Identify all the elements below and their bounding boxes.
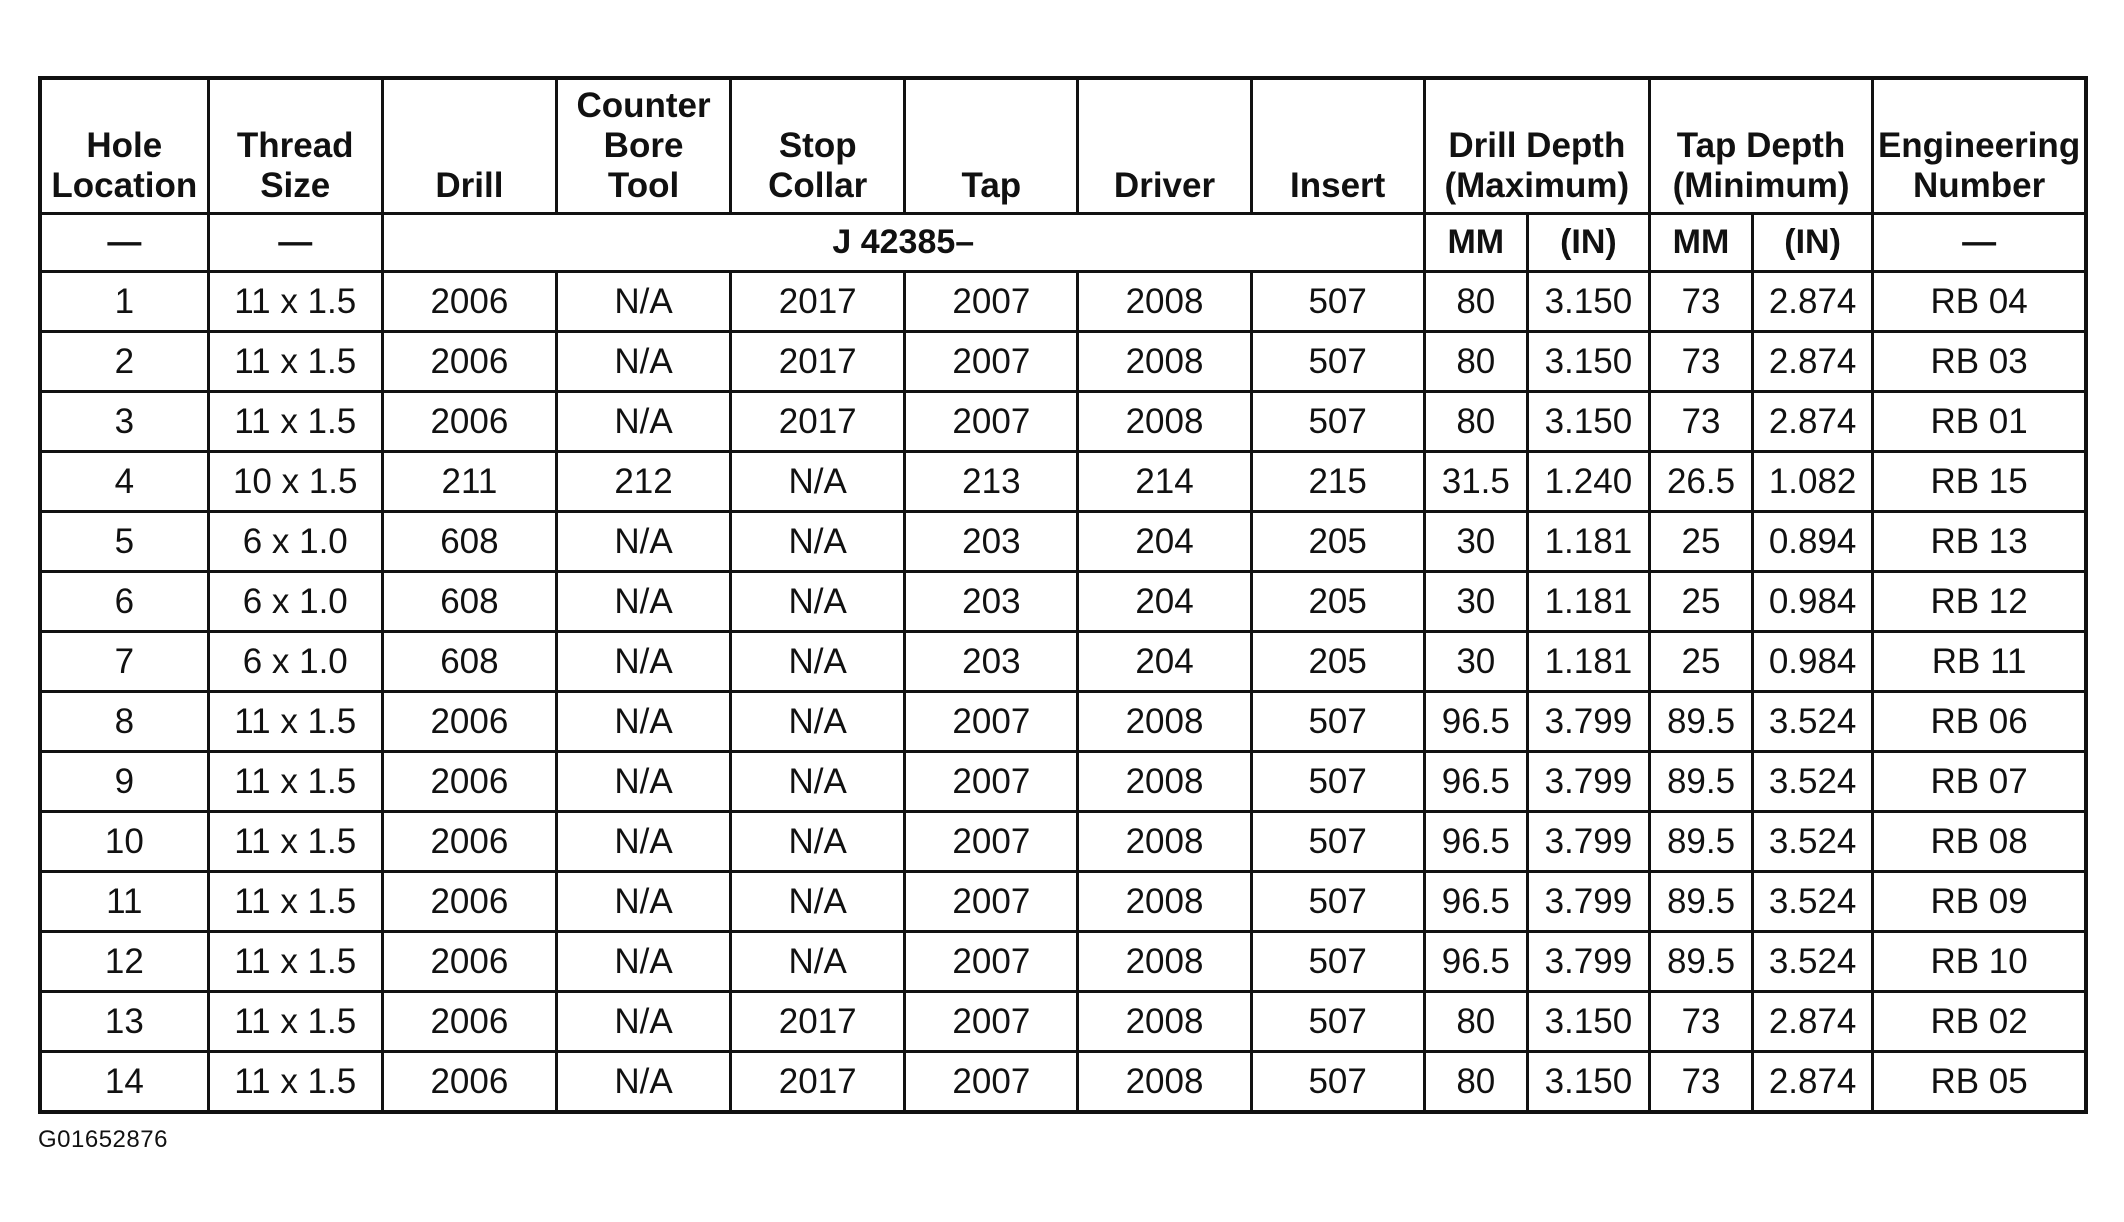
cell-tap-depth-in: 2.874 <box>1753 1052 1873 1113</box>
cell-stop-collar: 2017 <box>731 992 905 1052</box>
cell-driver: 2008 <box>1078 692 1251 752</box>
cell-driver: 2008 <box>1078 932 1251 992</box>
cell-drill: 2006 <box>382 752 556 812</box>
header-tap-depth: Tap Depth (Minimum) <box>1649 78 1872 214</box>
cell-tap-depth-mm: 73 <box>1649 332 1752 392</box>
table-row <box>40 272 2086 332</box>
cell-drill-depth-mm: 96.5 <box>1424 692 1527 752</box>
cell-drill: 608 <box>382 572 556 632</box>
cell-drill-depth-in: 3.799 <box>1527 932 1649 992</box>
subheader-thread-size: — <box>208 214 382 272</box>
cell-drill-depth-mm: 80 <box>1424 1052 1527 1113</box>
cell-counter-bore-tool: N/A <box>556 632 730 692</box>
cell-thread-size: 6 x 1.0 <box>208 632 382 692</box>
cell-engineering-number: RB 12 <box>1873 572 2086 632</box>
cell-hole-location: 12 <box>40 932 208 992</box>
table-row <box>40 932 2086 992</box>
cell-tap-depth-mm: 89.5 <box>1649 752 1752 812</box>
cell-stop-collar: N/A <box>731 872 905 932</box>
subheader-hole-location: — <box>40 214 208 272</box>
cell-drill: 2006 <box>382 872 556 932</box>
subheader-drill-in: (IN) <box>1527 214 1649 272</box>
cell-hole-location: 8 <box>40 692 208 752</box>
cell-insert: 507 <box>1251 332 1424 392</box>
cell-drill-depth-in: 3.799 <box>1527 752 1649 812</box>
cell-drill-depth-in: 3.150 <box>1527 332 1649 392</box>
cell-drill-depth-in: 3.799 <box>1527 692 1649 752</box>
cell-tap-depth-mm: 25 <box>1649 512 1752 572</box>
cell-hole-location: 1 <box>40 272 208 332</box>
cell-drill-depth-mm: 80 <box>1424 272 1527 332</box>
header-counter-bore-tool: Counter Bore Tool <box>556 78 730 214</box>
cell-tap-depth-in: 2.874 <box>1753 332 1873 392</box>
cell-insert: 215 <box>1251 452 1424 512</box>
cell-tap: 2007 <box>905 272 1078 332</box>
cell-engineering-number: RB 05 <box>1873 1052 2086 1113</box>
cell-tap-depth-in: 1.082 <box>1753 452 1873 512</box>
cell-driver: 2008 <box>1078 752 1251 812</box>
cell-hole-location: 4 <box>40 452 208 512</box>
cell-tap: 2007 <box>905 992 1078 1052</box>
cell-engineering-number: RB 01 <box>1873 392 2086 452</box>
cell-counter-bore-tool: N/A <box>556 812 730 872</box>
cell-tap-depth-mm: 73 <box>1649 392 1752 452</box>
cell-drill-depth-mm: 31.5 <box>1424 452 1527 512</box>
cell-drill-depth-in: 1.181 <box>1527 512 1649 572</box>
cell-tap-depth-in: 3.524 <box>1753 932 1873 992</box>
cell-hole-location: 10 <box>40 812 208 872</box>
cell-tap-depth-mm: 89.5 <box>1649 812 1752 872</box>
cell-driver: 2008 <box>1078 392 1251 452</box>
cell-tap-depth-mm: 89.5 <box>1649 872 1752 932</box>
cell-stop-collar: N/A <box>731 812 905 872</box>
cell-drill-depth-in: 3.150 <box>1527 392 1649 452</box>
cell-driver: 214 <box>1078 452 1251 512</box>
table-row <box>40 632 2086 692</box>
cell-tap-depth-in: 3.524 <box>1753 752 1873 812</box>
cell-drill-depth-mm: 80 <box>1424 992 1527 1052</box>
cell-hole-location: 6 <box>40 572 208 632</box>
cell-stop-collar: N/A <box>731 452 905 512</box>
cell-drill: 2006 <box>382 1052 556 1113</box>
cell-engineering-number: RB 04 <box>1873 272 2086 332</box>
cell-insert: 205 <box>1251 632 1424 692</box>
cell-thread-size: 11 x 1.5 <box>208 692 382 752</box>
cell-drill-depth-mm: 30 <box>1424 572 1527 632</box>
cell-driver: 2008 <box>1078 992 1251 1052</box>
cell-tap-depth-mm: 89.5 <box>1649 932 1752 992</box>
cell-engineering-number: RB 02 <box>1873 992 2086 1052</box>
cell-drill: 2006 <box>382 812 556 872</box>
tool-spec-table <box>38 76 2088 1114</box>
cell-insert: 507 <box>1251 752 1424 812</box>
cell-thread-size: 11 x 1.5 <box>208 992 382 1052</box>
cell-tap-depth-in: 2.874 <box>1753 272 1873 332</box>
cell-tap-depth-mm: 89.5 <box>1649 692 1752 752</box>
table-row <box>40 572 2086 632</box>
cell-hole-location: 13 <box>40 992 208 1052</box>
cell-engineering-number: RB 13 <box>1873 512 2086 572</box>
cell-tap-depth-mm: 73 <box>1649 1052 1752 1113</box>
table-row <box>40 812 2086 872</box>
cell-tap-depth-mm: 73 <box>1649 992 1752 1052</box>
cell-tap: 203 <box>905 572 1078 632</box>
cell-tap: 2007 <box>905 752 1078 812</box>
cell-insert: 507 <box>1251 272 1424 332</box>
cell-tap-depth-in: 2.874 <box>1753 392 1873 452</box>
cell-engineering-number: RB 07 <box>1873 752 2086 812</box>
cell-thread-size: 11 x 1.5 <box>208 752 382 812</box>
cell-stop-collar: 2017 <box>731 272 905 332</box>
cell-drill-depth-mm: 30 <box>1424 632 1527 692</box>
cell-counter-bore-tool: N/A <box>556 932 730 992</box>
header-engineering-number: Engineering Number <box>1873 78 2086 214</box>
cell-engineering-number: RB 09 <box>1873 872 2086 932</box>
cell-driver: 2008 <box>1078 872 1251 932</box>
cell-drill-depth-mm: 30 <box>1424 512 1527 572</box>
cell-tap: 2007 <box>905 812 1078 872</box>
cell-drill-depth-mm: 80 <box>1424 332 1527 392</box>
header-hole-location: Hole Location <box>40 78 208 214</box>
cell-stop-collar: 2017 <box>731 1052 905 1113</box>
cell-tap: 2007 <box>905 332 1078 392</box>
cell-thread-size: 6 x 1.0 <box>208 512 382 572</box>
tool-number-prefix: J 42385– <box>382 214 1424 272</box>
cell-counter-bore-tool: N/A <box>556 512 730 572</box>
cell-insert: 507 <box>1251 872 1424 932</box>
cell-counter-bore-tool: N/A <box>556 692 730 752</box>
cell-drill: 2006 <box>382 992 556 1052</box>
cell-thread-size: 11 x 1.5 <box>208 332 382 392</box>
cell-counter-bore-tool: N/A <box>556 392 730 452</box>
cell-counter-bore-tool: N/A <box>556 572 730 632</box>
table-row <box>40 752 2086 812</box>
header-stop-collar: Stop Collar <box>731 78 905 214</box>
subheader-engineering-number: — <box>1873 214 2086 272</box>
cell-tap: 2007 <box>905 392 1078 452</box>
cell-thread-size: 11 x 1.5 <box>208 1052 382 1113</box>
cell-tap-depth-mm: 25 <box>1649 572 1752 632</box>
table-row <box>40 1052 2086 1113</box>
cell-engineering-number: RB 11 <box>1873 632 2086 692</box>
cell-insert: 507 <box>1251 1052 1424 1113</box>
cell-thread-size: 11 x 1.5 <box>208 272 382 332</box>
cell-counter-bore-tool: N/A <box>556 272 730 332</box>
table-row <box>40 692 2086 752</box>
cell-stop-collar: N/A <box>731 632 905 692</box>
cell-insert: 205 <box>1251 512 1424 572</box>
cell-drill: 2006 <box>382 392 556 452</box>
cell-engineering-number: RB 15 <box>1873 452 2086 512</box>
cell-counter-bore-tool: N/A <box>556 752 730 812</box>
cell-tap: 2007 <box>905 692 1078 752</box>
cell-insert: 507 <box>1251 392 1424 452</box>
cell-hole-location: 7 <box>40 632 208 692</box>
cell-drill: 2006 <box>382 932 556 992</box>
cell-hole-location: 9 <box>40 752 208 812</box>
cell-drill-depth-in: 3.799 <box>1527 812 1649 872</box>
cell-stop-collar: N/A <box>731 692 905 752</box>
cell-insert: 507 <box>1251 932 1424 992</box>
cell-driver: 2008 <box>1078 332 1251 392</box>
cell-drill: 2006 <box>382 332 556 392</box>
cell-driver: 2008 <box>1078 812 1251 872</box>
cell-tap: 2007 <box>905 1052 1078 1113</box>
cell-stop-collar: N/A <box>731 512 905 572</box>
cell-tap: 2007 <box>905 872 1078 932</box>
cell-tap-depth-mm: 25 <box>1649 632 1752 692</box>
table-row <box>40 512 2086 572</box>
header-insert: Insert <box>1251 78 1424 214</box>
cell-tap: 2007 <box>905 932 1078 992</box>
cell-insert: 507 <box>1251 992 1424 1052</box>
cell-thread-size: 11 x 1.5 <box>208 392 382 452</box>
cell-drill-depth-mm: 96.5 <box>1424 932 1527 992</box>
header-driver: Driver <box>1078 78 1251 214</box>
cell-engineering-number: RB 08 <box>1873 812 2086 872</box>
cell-stop-collar: N/A <box>731 752 905 812</box>
cell-tap: 203 <box>905 632 1078 692</box>
cell-thread-size: 11 x 1.5 <box>208 932 382 992</box>
subheader-row <box>40 214 2086 272</box>
cell-drill: 211 <box>382 452 556 512</box>
cell-driver: 2008 <box>1078 1052 1251 1113</box>
cell-hole-location: 3 <box>40 392 208 452</box>
cell-hole-location: 2 <box>40 332 208 392</box>
cell-drill-depth-in: 1.181 <box>1527 632 1649 692</box>
cell-hole-location: 11 <box>40 872 208 932</box>
cell-driver: 2008 <box>1078 272 1251 332</box>
cell-driver: 204 <box>1078 572 1251 632</box>
cell-stop-collar: N/A <box>731 572 905 632</box>
cell-drill-depth-in: 1.181 <box>1527 572 1649 632</box>
cell-tap-depth-in: 0.984 <box>1753 572 1873 632</box>
cell-counter-bore-tool: N/A <box>556 872 730 932</box>
cell-tap: 213 <box>905 452 1078 512</box>
cell-tap: 203 <box>905 512 1078 572</box>
cell-counter-bore-tool: N/A <box>556 992 730 1052</box>
table-row <box>40 992 2086 1052</box>
cell-hole-location: 14 <box>40 1052 208 1113</box>
figure-id: G01652876 <box>38 1126 168 1153</box>
cell-engineering-number: RB 03 <box>1873 332 2086 392</box>
cell-stop-collar: N/A <box>731 932 905 992</box>
header-tap: Tap <box>905 78 1078 214</box>
table-row <box>40 452 2086 512</box>
cell-drill-depth-in: 1.240 <box>1527 452 1649 512</box>
header-row <box>40 78 2086 214</box>
table-row <box>40 392 2086 452</box>
table-row <box>40 872 2086 932</box>
cell-tap-depth-in: 3.524 <box>1753 692 1873 752</box>
cell-drill-depth-mm: 96.5 <box>1424 752 1527 812</box>
cell-insert: 507 <box>1251 692 1424 752</box>
cell-tap-depth-mm: 26.5 <box>1649 452 1752 512</box>
cell-stop-collar: 2017 <box>731 392 905 452</box>
cell-drill: 608 <box>382 512 556 572</box>
cell-counter-bore-tool: N/A <box>556 1052 730 1113</box>
cell-thread-size: 11 x 1.5 <box>208 812 382 872</box>
cell-thread-size: 11 x 1.5 <box>208 872 382 932</box>
cell-drill-depth-mm: 80 <box>1424 392 1527 452</box>
cell-thread-size: 10 x 1.5 <box>208 452 382 512</box>
cell-drill-depth-in: 3.150 <box>1527 1052 1649 1113</box>
cell-tap-depth-in: 3.524 <box>1753 872 1873 932</box>
cell-drill: 2006 <box>382 692 556 752</box>
cell-hole-location: 5 <box>40 512 208 572</box>
header-drill: Drill <box>382 78 556 214</box>
subheader-tap-in: (IN) <box>1753 214 1873 272</box>
table-row <box>40 332 2086 392</box>
cell-tap-depth-in: 0.894 <box>1753 512 1873 572</box>
cell-driver: 204 <box>1078 512 1251 572</box>
cell-thread-size: 6 x 1.0 <box>208 572 382 632</box>
cell-driver: 204 <box>1078 632 1251 692</box>
header-thread-size: Thread Size <box>208 78 382 214</box>
cell-tap-depth-in: 0.984 <box>1753 632 1873 692</box>
cell-insert: 507 <box>1251 812 1424 872</box>
cell-tap-depth-in: 3.524 <box>1753 812 1873 872</box>
cell-tap-depth-in: 2.874 <box>1753 992 1873 1052</box>
cell-insert: 205 <box>1251 572 1424 632</box>
cell-drill-depth-in: 3.150 <box>1527 272 1649 332</box>
cell-stop-collar: 2017 <box>731 332 905 392</box>
cell-drill: 2006 <box>382 272 556 332</box>
cell-drill-depth-in: 3.799 <box>1527 872 1649 932</box>
cell-tap-depth-mm: 73 <box>1649 272 1752 332</box>
cell-drill-depth-mm: 96.5 <box>1424 872 1527 932</box>
cell-drill: 608 <box>382 632 556 692</box>
cell-engineering-number: RB 06 <box>1873 692 2086 752</box>
cell-engineering-number: RB 10 <box>1873 932 2086 992</box>
cell-drill-depth-mm: 96.5 <box>1424 812 1527 872</box>
cell-counter-bore-tool: N/A <box>556 332 730 392</box>
subheader-drill-mm: MM <box>1424 214 1527 272</box>
cell-counter-bore-tool: 212 <box>556 452 730 512</box>
subheader-tap-mm: MM <box>1649 214 1752 272</box>
cell-drill-depth-in: 3.150 <box>1527 992 1649 1052</box>
header-drill-depth: Drill Depth (Maximum) <box>1424 78 1649 214</box>
